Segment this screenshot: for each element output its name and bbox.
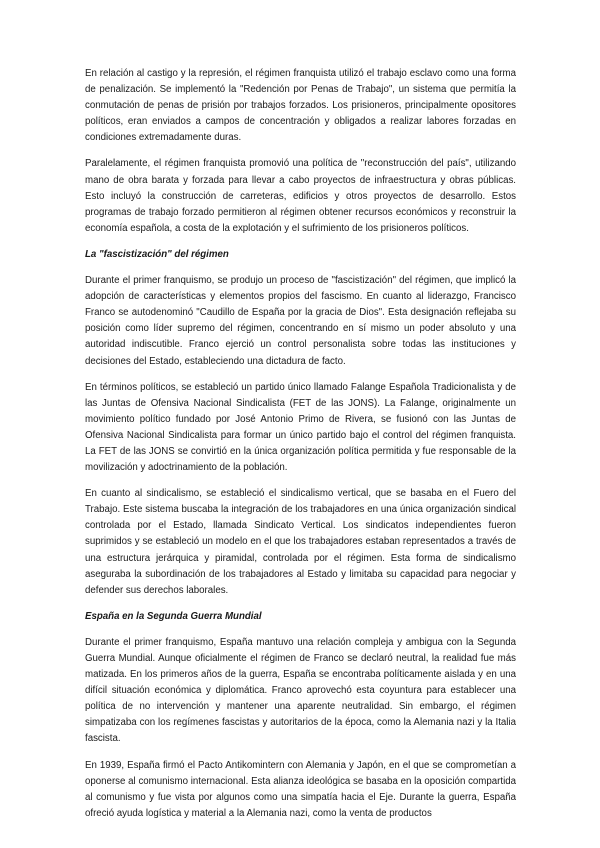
paragraph: En 1939, España firmó el Pacto Antikomintern con Alemania y Japón, en el que se comprometían a oponerse al comunismo internacional. Esta alianza ideológica se basaba en la oposición compartida al comunismo y fue vista por algunos como una simpatía hacia el Eje. Durante la guerra, España ofreció ayuda logística y material a la Alemania nazi, como la venta de productos bbox=[85, 759, 516, 819]
section-heading: La "fascistización" del régimen bbox=[85, 248, 229, 260]
paragraph: Durante el primer franquismo, España mantuvo una relación compleja y ambigua con la Segunda Guerra Mundial. Aunque oficialmente el régimen de Franco se declaró neutral, la realidad fue más matizada. En los primeros años de la guerra, España se encontraba políticamente aislada y en una difícil situación económica y diplomática. Franco aprovechó esta coyuntura para establecer una política de no intervención y mantener una aparente neutralidad. Sin embargo, el régimen simpatizaba con los regímenes fascistas y autoritarios de la época, como la Alemania nazi y la Italia fascista. bbox=[85, 636, 516, 745]
paragraph: En relación al castigo y la represión, el régimen franquista utilizó el trabajo esclavo como una forma de penalización. Se implementó la "Redención por Penas de Trabajo", un sistema que permitía la conmutación de penas de prisión por trabajos forzados. Los prisioneros, principalmente opositores políticos, eran enviados a campos de concentración y obligados a realizar labores forzadas en condiciones extremadamente duras. bbox=[85, 68, 516, 144]
paragraph: Paralelamente, el régimen franquista promovió una política de "reconstrucción del país", utilizando mano de obra barata y forzada para llevar a cabo proyectos de infraestructura y obras públicas. Esto incluyó la construcción de carreteras, edificios y otros proyectos de desarrollo. Estos programas de trabajo forzado permitieron al régimen obtener recursos económicos y reconstruir la economía española, a costa de la explotación y el sufrimiento de los prisioneros políticos. bbox=[85, 158, 516, 234]
paragraph: Durante el primer franquismo, se produjo un proceso de "fascistización" del régimen, que implicó la adopción de características y elementos propios del fascismo. En cuanto al liderazgo, Francisco Franco se autodenominó "Caudillo de España por la gracia de Dios". Esta designación reflejaba su posición como líder supremo del régimen, concentrando en sí mismo un poder absoluto y una autoridad indiscutible. Franco ejerció un control personalista sobre todas las instituciones y decisiones del Estado, estableciendo una dictadura de facto. bbox=[85, 275, 516, 367]
section-heading: España en la Segunda Guerra Mundial bbox=[85, 610, 262, 622]
paragraph: En términos políticos, se estableció un partido único llamado Falange Española Tradicionalista y de las Juntas de Ofensiva Nacional Sindicalista (FET de las JONS). La Falange, originalmente un movimiento político fundado por José Antonio Primo de Rivera, se fusionó con las Juntas de Ofensiva Nacional Sindicalista para formar un único partido bajo el control del régimen franquista. La FET de las JONS se convirtió en la única organización política permitida y fue responsable de la movilización y adoctrinamiento de la población. bbox=[85, 381, 516, 474]
paragraph: En cuanto al sindicalismo, se estableció el sindicalismo vertical, que se basaba en el Fuero del Trabajo. Este sistema buscaba la integración de los trabajadores en una única organización sindical controlada por el Estado, llamada Sindicato Vertical. Los sindicatos independientes fueron suprimidos y se estableció un modelo en el que los trabajadores estaban representados a través de una estructura jerárquica y piramidal, controlada por el régimen. Esta forma de sindicalismo aseguraba la subordinación de los trabajadores al Estado y limitaba su capacidad para negociar y defender sus derechos laborales. bbox=[85, 488, 516, 596]
